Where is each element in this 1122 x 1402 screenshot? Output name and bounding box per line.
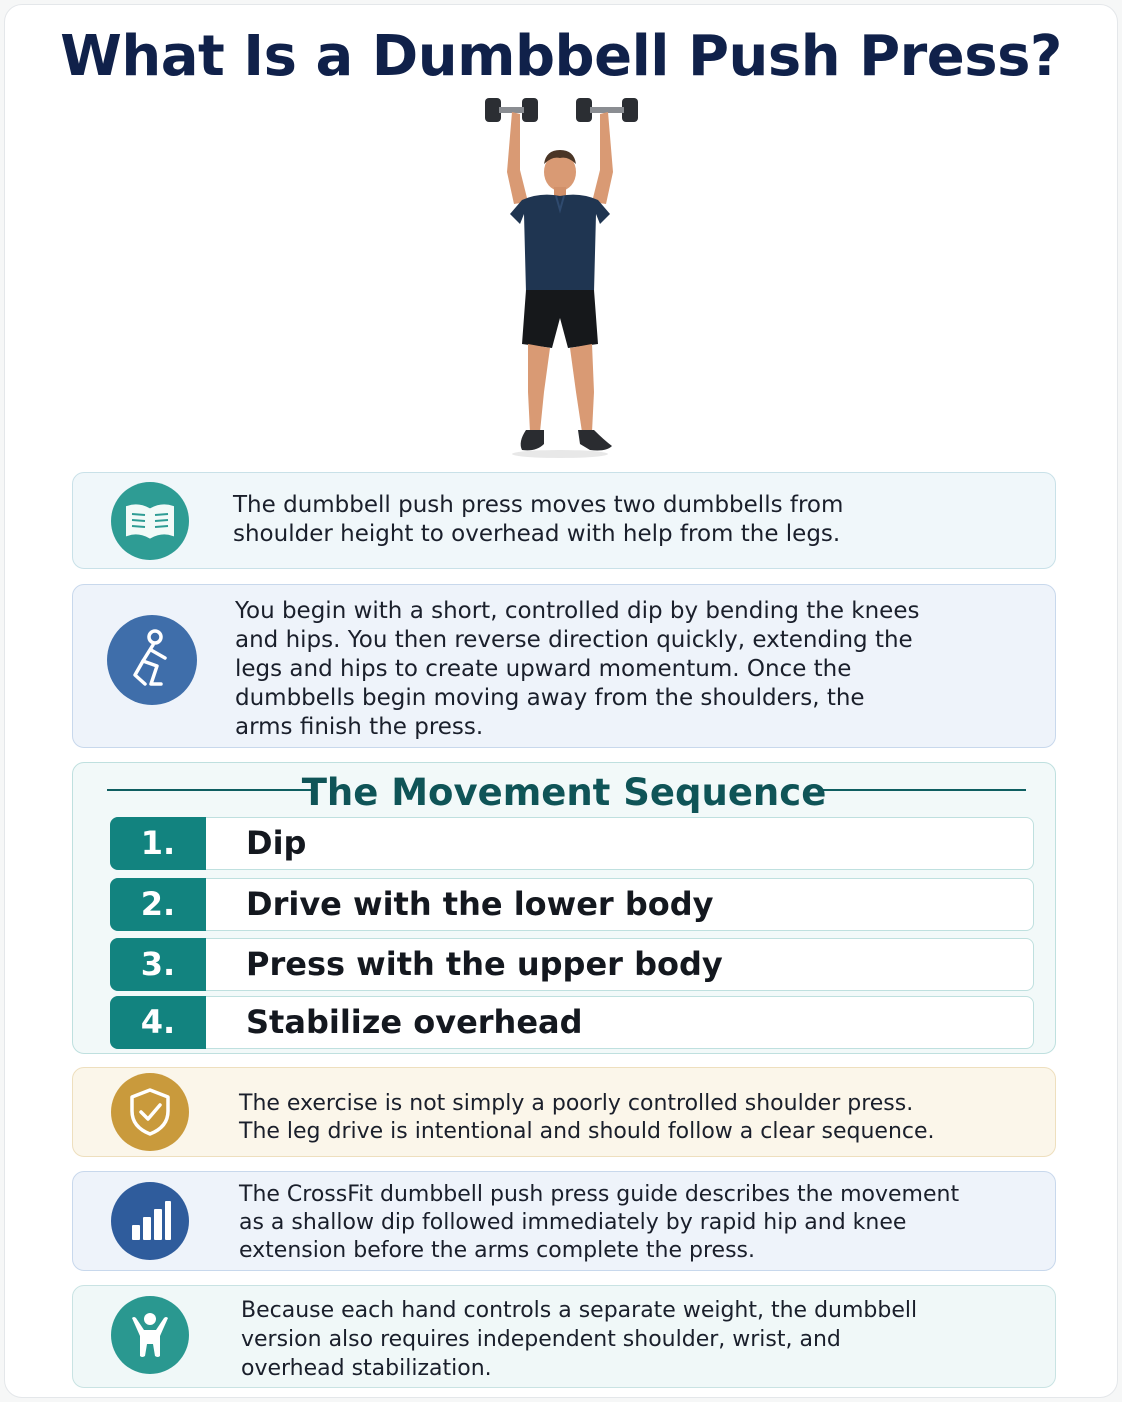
- person-arms-up-icon: [111, 1296, 189, 1374]
- sequence-title: The Movement Sequence: [301, 771, 827, 814]
- athlete-illustration: [470, 92, 650, 464]
- bar-chart-icon: [111, 1182, 189, 1260]
- step-label: Stabilize overhead: [246, 1003, 583, 1041]
- crossfit-guide-card: [72, 1171, 1056, 1271]
- technique-text: You begin with a short, controlled dip by bending the knees and hips. You then reverse direction quickly, extending the legs and hips to create upward momentum. Once the dumbbells begin moving away from the shoulders, the arms finish the press.: [235, 598, 920, 740]
- page-title: What Is a Dumbbell Push Press?: [60, 24, 1062, 89]
- step-number: 3.: [110, 938, 206, 991]
- step-label: Press with the upper body: [246, 945, 723, 983]
- definition-card: [72, 472, 1056, 569]
- definition-text: The dumbbell push press moves two dumbbells from shoulder height to overhead with help from the legs.: [233, 492, 844, 547]
- crossfit-guide-text: The CrossFit dumbbell push press guide describes the movement as a shallow dip followed immediately by rapid hip and knee extension before the arms complete the press.: [239, 1182, 960, 1263]
- movement-sequence-section: [72, 762, 1056, 1054]
- clarification-card: [72, 1067, 1056, 1157]
- sequence-step: [110, 996, 1034, 1049]
- squat-figure-icon: [107, 615, 197, 705]
- clarification-text: The exercise is not simply a poorly controlled shoulder press. The leg drive is intentional and should follow a clear sequence.: [239, 1091, 935, 1144]
- sequence-step: [110, 938, 1034, 991]
- shield-check-icon: [111, 1073, 189, 1151]
- sequence-step: [110, 817, 1034, 870]
- step-number: 1.: [110, 817, 206, 870]
- sequence-step: [110, 878, 1034, 931]
- stabilization-card: [72, 1285, 1056, 1388]
- step-number: 2.: [110, 878, 206, 931]
- step-label: Drive with the lower body: [246, 885, 714, 923]
- open-book-icon: [111, 482, 189, 560]
- stabilization-text: Because each hand controls a separate weight, the dumbbell version also requires independent shoulder, wrist, and overhead stabilization.: [241, 1298, 918, 1381]
- technique-card: [72, 584, 1056, 748]
- step-label: Dip: [246, 824, 307, 862]
- step-number: 4.: [110, 996, 206, 1049]
